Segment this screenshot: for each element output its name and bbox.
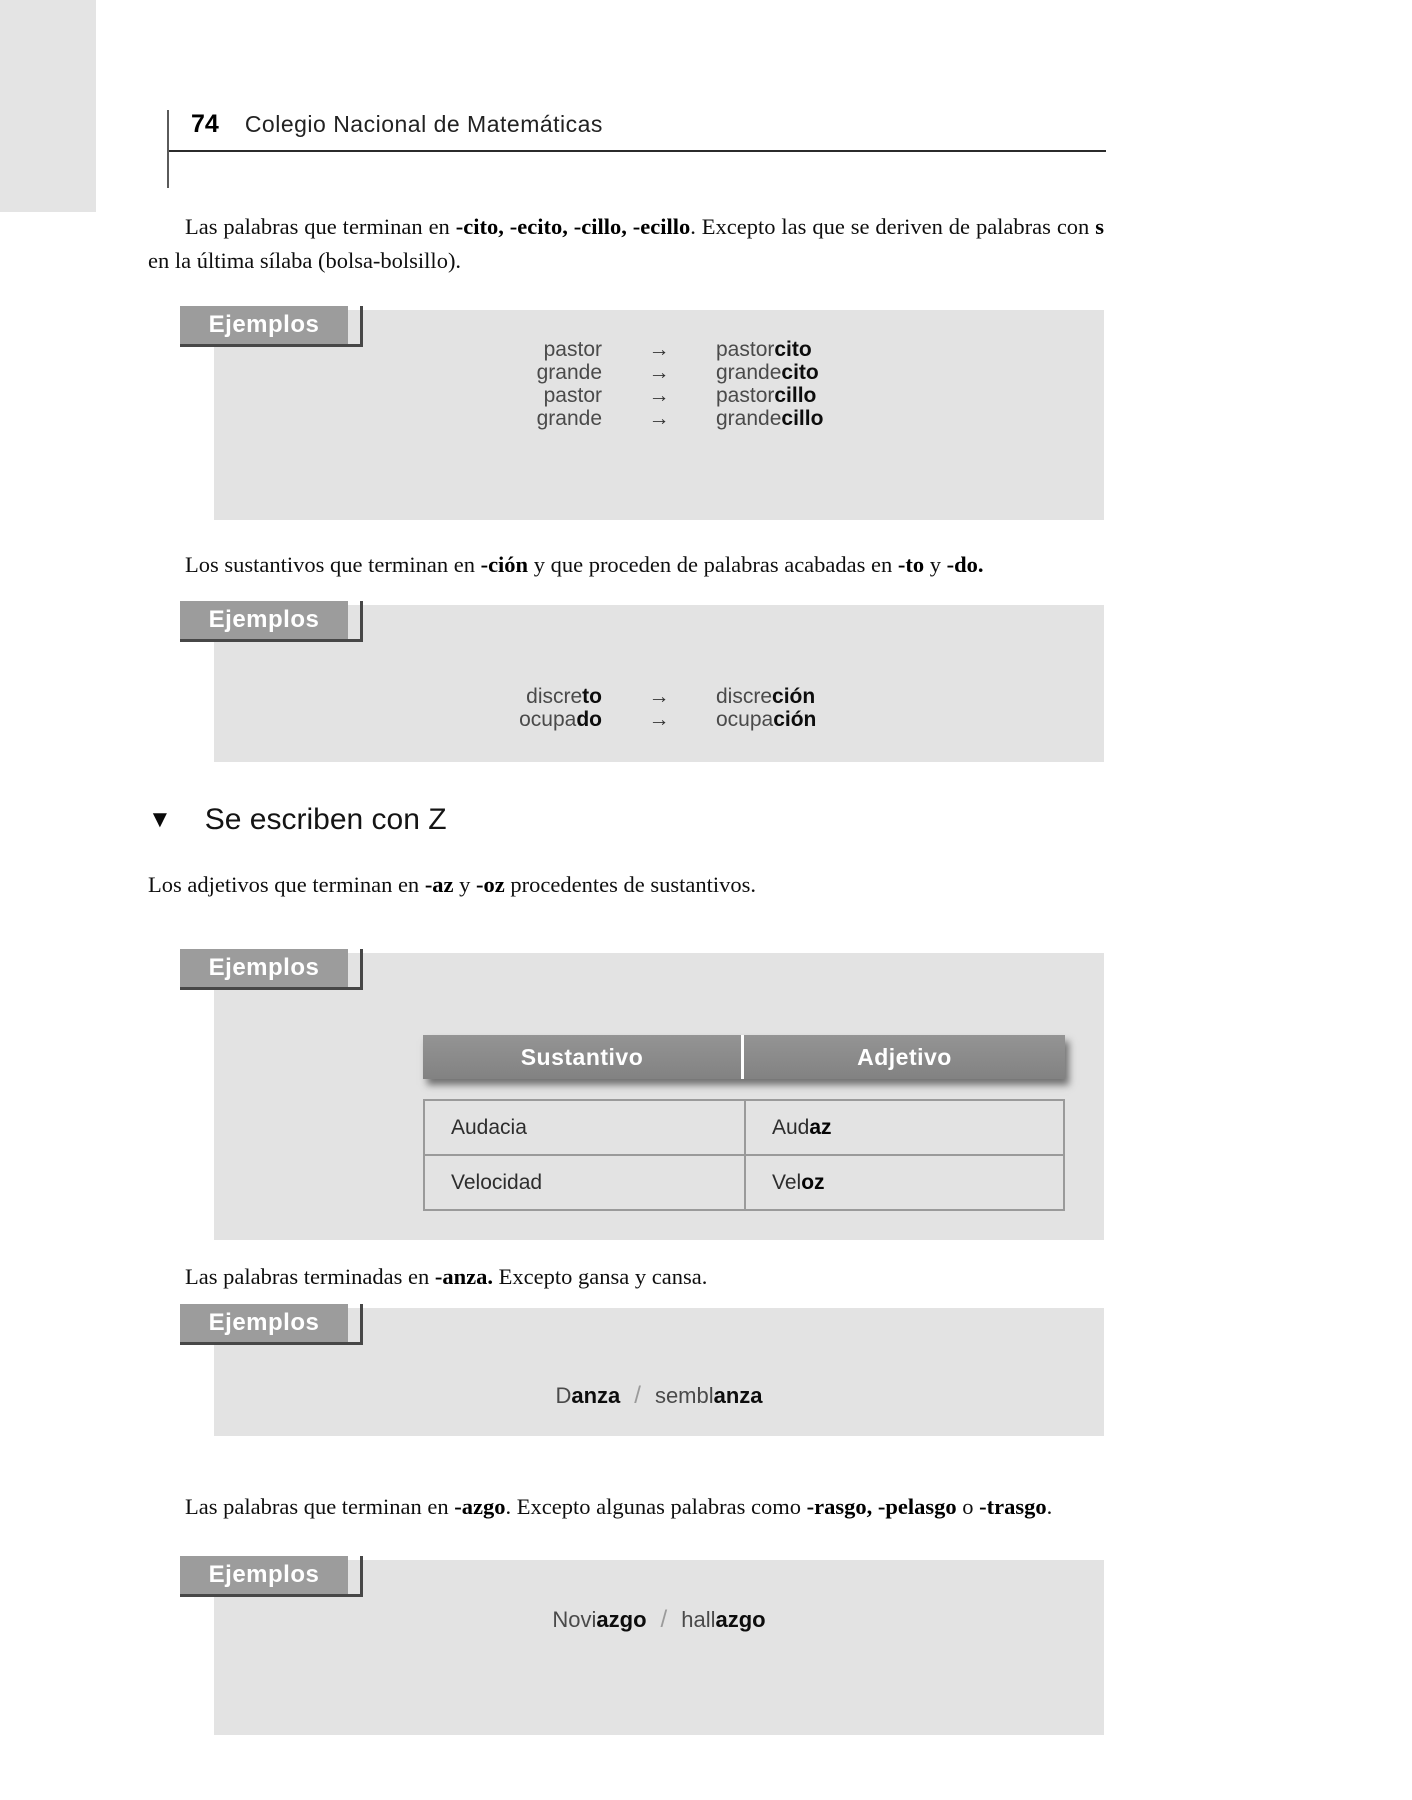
table-header (423, 1035, 1065, 1079)
text-run: Las palabras que terminan en (185, 1494, 455, 1519)
ejemplos-tab (180, 949, 363, 990)
ejemplos-tab-label: Ejemplos (180, 306, 348, 344)
result-word: pastorcillo (716, 384, 817, 407)
text-run: Los sustantivos que terminan en (185, 552, 481, 577)
ejemplos-box-cito (208, 310, 1104, 520)
page-header (167, 110, 1106, 188)
cell-sustantivo: Audacia (451, 1115, 527, 1139)
paragraph-azgo-rule (148, 1490, 1104, 1524)
bold-run: -azgo (454, 1494, 506, 1519)
result-word: discreción (716, 685, 816, 708)
bold-run: -ción (480, 552, 529, 577)
example-row (214, 685, 1104, 708)
table-header-adjetivo: Adjetivo (857, 1043, 952, 1070)
slash-separator: / (660, 1606, 668, 1633)
example-word: Noviazgo (552, 1607, 647, 1632)
table-row (425, 1154, 1063, 1209)
arrow-icon: → (648, 708, 670, 731)
arrow-icon: → (648, 338, 670, 361)
result-word: grandecito (716, 361, 819, 384)
table-row (425, 1101, 1063, 1154)
bold-run: -oz (476, 872, 505, 897)
arrow-icon: → (648, 685, 670, 708)
paragraph-anza-rule (148, 1260, 1104, 1294)
text-run: . Excepto las que se deriven de palabras con (690, 214, 1096, 239)
source-word: discreto (526, 685, 602, 708)
text-run: Las palabras que terminan en (185, 214, 456, 239)
triangle-marker-icon: ▼ (148, 806, 172, 833)
text-run: . Excepto algunas palabras como (505, 1494, 807, 1519)
bold-run: -anza. (434, 1264, 494, 1289)
text-run: y que proceden de palabras acabadas en (528, 552, 898, 577)
text-run: procedentes de sustantivos. (504, 872, 756, 897)
example-row (214, 361, 1104, 384)
slash-separator: / (634, 1382, 641, 1409)
sustantivo-adjetivo-table (423, 1099, 1065, 1211)
source-word: pastor (543, 384, 602, 407)
arrow-icon: → (648, 361, 670, 384)
example-row (214, 407, 1104, 430)
source-word: grande (536, 407, 602, 430)
source-word: grande (536, 361, 602, 384)
page-corner-decoration (0, 0, 96, 212)
paragraph-az-oz-rule (148, 868, 1104, 902)
ejemplos-tab (180, 1556, 363, 1597)
bold-run: s (1095, 214, 1104, 239)
source-word: pastor (543, 338, 602, 361)
ejemplos-tab-label: Ejemplos (180, 1556, 348, 1594)
text-run: Los adjetivos que terminan en (148, 872, 425, 897)
example-word: semblanza (654, 1383, 763, 1408)
table-header-sustantivo: Sustantivo (423, 1035, 744, 1079)
ejemplos-box-anza (208, 1308, 1104, 1436)
paragraph-cion-rule (148, 548, 1104, 582)
page-number: 74 (191, 110, 219, 138)
text-run: o (956, 1494, 980, 1519)
cell-sustantivo: Velocidad (451, 1170, 543, 1194)
bold-run: -az (424, 872, 454, 897)
example-word: hallazgo (681, 1607, 766, 1632)
example-row (214, 708, 1104, 731)
paragraph-cito-rule (148, 210, 1104, 278)
arrow-icon: → (648, 407, 670, 430)
cell-adjetivo: Vel oz (744, 1156, 1063, 1209)
bold-run: -trasgo (979, 1494, 1047, 1519)
ejemplos-tab (180, 306, 363, 347)
ejemplos-tab-label: Ejemplos (180, 601, 348, 639)
ejemplos-tab-label: Ejemplos (180, 1304, 348, 1342)
result-word: pastorcito (716, 338, 812, 361)
bold-run: -to (897, 552, 925, 577)
text-run: . (1046, 1494, 1053, 1519)
text-run: Las palabras terminadas en (185, 1264, 435, 1289)
text-run: Excepto gansa y cansa. (493, 1264, 708, 1289)
arrow-icon: → (648, 384, 670, 407)
ejemplos-box-azgo (208, 1560, 1104, 1735)
ejemplos-tab (180, 1304, 363, 1345)
cell-adjetivo: Aud az (744, 1101, 1063, 1154)
result-word: grandecillo (716, 407, 824, 430)
book-title: Colegio Nacional de Matemáticas (244, 111, 603, 137)
ejemplos-tab (180, 601, 363, 642)
example-word: Danza (555, 1383, 621, 1408)
header-rule (169, 150, 1106, 152)
example-row (214, 384, 1104, 407)
text-run: y (453, 872, 477, 897)
ejemplos-box-cion (208, 605, 1104, 762)
bold-run: -rasgo, -pelasgo (806, 1494, 957, 1519)
section-heading-z (148, 803, 1104, 837)
section-title: Se escriben con Z (204, 803, 447, 836)
text-run: y (924, 552, 947, 577)
bold-run: -cito, -ecito, -cillo, -ecillo (455, 214, 691, 239)
result-word: ocupación (716, 708, 817, 731)
bold-run: -do. (946, 552, 984, 577)
ejemplos-tab-label: Ejemplos (180, 949, 348, 987)
header-row (169, 110, 1106, 150)
ejemplos-box-az-oz (208, 953, 1104, 1240)
text-run: en la última sílaba (bolsa-bolsillo). (148, 248, 462, 273)
source-word: ocupado (519, 708, 602, 731)
